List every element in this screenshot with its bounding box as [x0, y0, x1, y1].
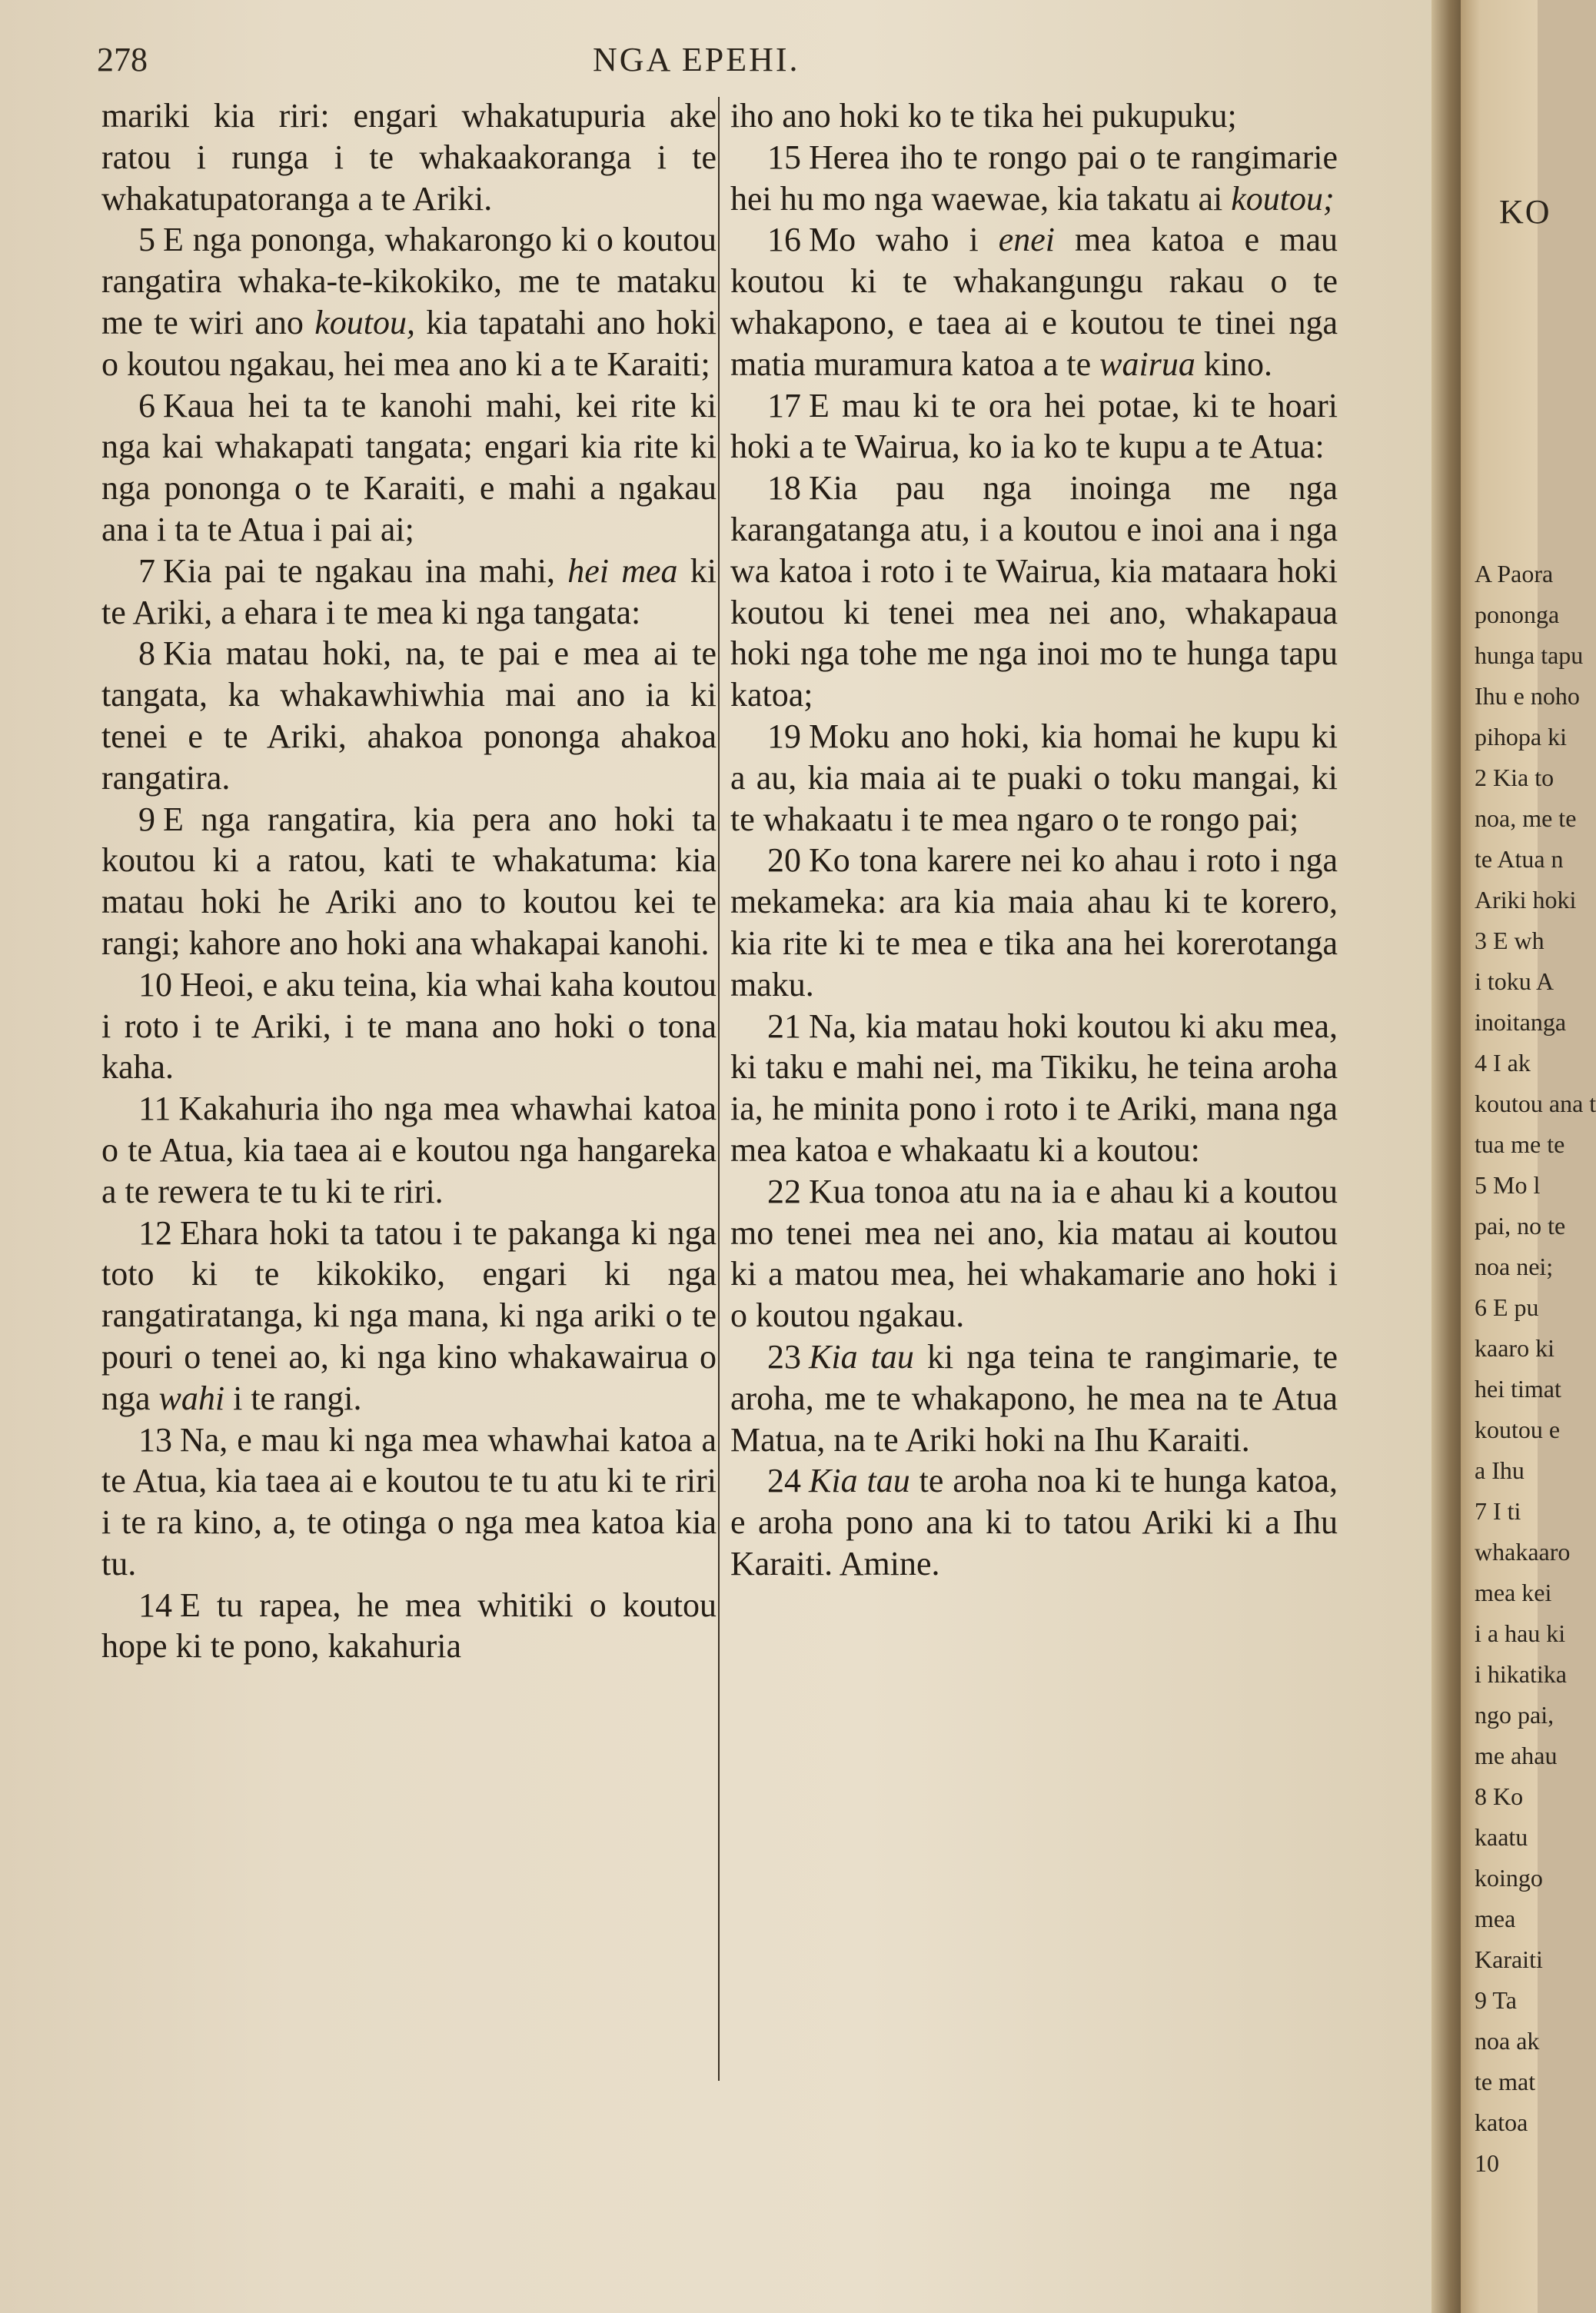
facing-page-lines	[1475, 554, 1596, 2184]
verse-paragraph	[730, 385, 1338, 468]
facing-page-line: te Atua n	[1475, 845, 1564, 873]
verse-text: E nga rangatira, kia pera ano hoki ta koutou ki a ratou, kati te whakatuma: kia matau hoki he Ariki ano to koutou kei te rangi; kahore ano hoki ana whakapai kanohi.	[101, 800, 717, 962]
verse-number: 7	[138, 551, 155, 590]
facing-page-line: hunga tapu	[1475, 641, 1584, 669]
facing-page-header: KO	[1499, 193, 1551, 231]
facing-page-line: inoitanga	[1475, 1008, 1567, 1036]
facing-page-line: i toku A	[1475, 967, 1554, 995]
facing-page-line: mea	[1475, 1905, 1516, 1932]
italic-text: hei mea	[567, 551, 678, 590]
facing-page-edge	[1461, 0, 1596, 2313]
verse-paragraph	[730, 716, 1338, 840]
verse-number: 14	[138, 1586, 172, 1624]
verse-text: te aroha noa ki te hunga katoa, e aroha pono ana ki to tatou Ariki ki a Ihu Karaiti. Amine.	[730, 1462, 1338, 1582]
facing-page-line: 2 Kia to	[1475, 764, 1554, 791]
facing-page-line: me ahau	[1475, 1742, 1558, 1769]
verse-paragraph	[101, 385, 717, 551]
verse-number: 5	[138, 221, 155, 259]
italic-text: wairua	[1099, 344, 1195, 383]
verse-text: Kia matau hoki, na, te pai e mea ai te tangata, ka whakawhiwhia mai ano ia ki tenei e te Ariki, ahakoa pononga ahakoa rangatira.	[101, 634, 717, 797]
verse-text: E nga pononga, whakarongo ki o koutou rangatira whaka-te-kikokiko, me te mataku me te wiri ano	[101, 221, 717, 341]
verse-number: 15	[767, 138, 801, 176]
verse-paragraph	[101, 551, 717, 634]
verse-number: 20	[767, 841, 801, 880]
verse-paragraph	[730, 840, 1338, 1005]
verse-text: Ko tona karere nei ko ahau i roto i nga mekameka: ara kia maia ahau ki te korero, kia rite ki te mea e tika ana hei korerotanga maku.	[730, 841, 1338, 1003]
verse-paragraph	[101, 1585, 717, 1668]
page-number: 278	[97, 41, 148, 78]
italic-text: Kia tau	[809, 1337, 914, 1376]
facing-page-line: ngo pai,	[1475, 1701, 1554, 1729]
verse-text: Heoi, e aku teina, kia whai kaha koutou i roto i te Ariki, i te mana ano hoki o tona kaha.	[101, 965, 717, 1087]
verse-number: 16	[767, 221, 801, 259]
verse-number: 23	[767, 1337, 801, 1376]
verse-paragraph	[101, 1419, 717, 1585]
verse-text: ki te Ariki, a ehara i te mea ki nga tangata:	[101, 551, 717, 631]
verse-text: Moku ano hoki, kia homai he kupu ki a au, kia maia ai te puaki o toku mangai, ki te whakaatu i te mea ngaro o te rongo pai;	[730, 717, 1338, 838]
facing-page-line: i hikatika	[1475, 1660, 1567, 1688]
verse-text: E mau ki te ora hei potae, ki te hoari hoki a te Wairua, ko ia ko te kupu a te Atua:	[730, 386, 1338, 466]
facing-page-line: A Paora	[1475, 560, 1554, 587]
verse-paragraph	[730, 219, 1338, 384]
verse-paragraph	[730, 137, 1338, 220]
right-text-column	[730, 95, 1338, 1585]
verse-number: 22	[767, 1172, 801, 1210]
verse-paragraph	[101, 964, 717, 1088]
facing-page-line: hei timat	[1475, 1375, 1561, 1403]
facing-page-line: tua me te	[1475, 1130, 1565, 1158]
italic-text: koutou;	[1231, 179, 1335, 218]
verse-text: E tu rapea, he mea whitiki o koutou hope ki te pono, kakahuria	[101, 1586, 717, 1666]
verse-number: 24	[767, 1462, 801, 1500]
facing-page-line: 8 Ko	[1475, 1782, 1524, 1810]
verse-text: Na, e mau ki nga mea whawhai katoa a te Atua, kia taea ai e koutou te tu atu ki te riri i te ra kino, a, te otinga o nga mea katoa kia tu.	[101, 1420, 717, 1582]
facing-page-line: kaaro ki	[1475, 1334, 1554, 1362]
verse-paragraph	[101, 219, 717, 384]
verse-text: Na, kia matau hoki koutou ki aku mea, ki taku e mahi nei, ma Tikiku, he teina aroha ia, he minita pono i roto i te Ariki, mana nga mea katoa e whakaatu ki a koutou:	[730, 1007, 1338, 1169]
verse-number: 6	[138, 386, 155, 424]
verse-number: 8	[138, 634, 155, 673]
verse-text: Kaua hei ta te kanohi mahi, kei rite ki nga kai whakapati tangata; engari kia rite ki nga pononga o te Karaiti, e mahi a ngakau ana i ta te Atua i pai ai;	[101, 386, 717, 548]
verse-text: Kakahuria iho nga mea whawhai katoa o te Atua, kia taea ai e koutou nga hangareka a te rewera te tu ki te riri.	[101, 1090, 717, 1210]
facing-page-line: kaatu	[1475, 1823, 1528, 1851]
verse-text: Kia pai te ngakau ina mahi,	[163, 551, 568, 590]
facing-page-line: 3 E wh	[1475, 927, 1544, 954]
facing-page-line: noa, me te	[1475, 804, 1577, 832]
verse-text: kino.	[1195, 344, 1273, 383]
italic-text: koutou,	[314, 303, 415, 341]
verse-paragraph	[730, 1171, 1338, 1336]
verse-number: 11	[138, 1090, 171, 1128]
facing-page-line: Ihu e noho	[1475, 682, 1580, 710]
facing-page-line: pihopa ki	[1475, 723, 1567, 750]
facing-page-line: pononga	[1475, 601, 1560, 628]
column-divider	[718, 97, 720, 2081]
facing-page-line: koutou ana t	[1475, 1090, 1596, 1117]
verse-paragraph	[730, 1006, 1338, 1171]
verse-text: mariki kia riri: engari whakatupuria ake ratou i runga i te whakaakoranga i te whakatupatoranga a te Ariki.	[101, 97, 717, 218]
verse-number: 21	[767, 1007, 801, 1045]
facing-page-line: koutou e	[1475, 1416, 1561, 1443]
book-gutter	[1431, 0, 1462, 2313]
verse-paragraph	[101, 1088, 717, 1212]
verse-paragraph	[101, 95, 717, 219]
verse-number: 19	[767, 717, 801, 755]
left-text-column	[101, 95, 717, 1667]
verse-paragraph	[101, 1213, 717, 1419]
verse-text: Mo waho i	[809, 221, 999, 259]
page-header	[97, 40, 1342, 86]
facing-page-line: koingo	[1475, 1864, 1543, 1892]
verse-paragraph	[730, 1336, 1338, 1460]
facing-page-line: 5 Mo l	[1475, 1171, 1541, 1199]
verse-paragraph	[730, 468, 1338, 716]
facing-page-line: 7 I ti	[1475, 1497, 1521, 1525]
facing-page-line: whakaaro	[1475, 1538, 1571, 1566]
verse-text: Ehara hoki ta tatou i te pakanga ki nga toto ki te kikokiko, engari ki nga rangatiratanga, ki nga mana, ki nga ariki o te pouri o tenei ao, ki nga kino whakawairua o nga	[101, 1213, 717, 1417]
running-title: NGA EPEHI.	[593, 41, 800, 78]
verse-text: kia tapatahi ano hoki o koutou ngakau, hei mea ano ki a te Karaiti;	[101, 303, 717, 383]
facing-page-line: mea kei	[1475, 1579, 1552, 1606]
verse-text: Herea iho te rongo pai o te rangimarie hei hu mo nga waewae, kia takatu ai	[730, 138, 1338, 218]
facing-page-line: i a hau ki	[1475, 1619, 1566, 1647]
facing-page-line: te mat	[1475, 2068, 1536, 2095]
facing-page-line: pai, no te	[1475, 1212, 1566, 1240]
verse-paragraph	[101, 633, 717, 798]
facing-page-line: noa ak	[1475, 2027, 1540, 2055]
facing-page-line: Ariki hoki	[1475, 886, 1577, 914]
verse-number: 10	[138, 965, 172, 1003]
facing-page-line: noa nei;	[1475, 1253, 1554, 1280]
verse-text: ki nga teina te rangimarie, te aroha, me te whakapono, he mea na te Atua Matua, na te Ariki hoki na Ihu Karaiti.	[730, 1337, 1338, 1459]
italic-text: Kia tau	[809, 1462, 910, 1500]
italic-text: enei	[998, 221, 1056, 259]
verse-number: 9	[138, 800, 155, 838]
verse-paragraph	[730, 95, 1338, 137]
verse-number: 12	[138, 1213, 172, 1252]
verse-number: 13	[138, 1420, 172, 1459]
verse-number: 18	[767, 469, 801, 508]
facing-page-line: 6 E pu	[1475, 1293, 1539, 1321]
verse-text: iho ano hoki ko te tika hei pukupuku;	[730, 97, 1237, 135]
verse-paragraph	[730, 1460, 1338, 1584]
verse-text: Kua tonoa atu na ia e ahau ki a koutou mo tenei mea nei ano, kia matau ai koutou ki a matou mea, hei whakamarie ano hoki i o koutou ngakau.	[730, 1172, 1338, 1335]
italic-text: wahi	[158, 1379, 225, 1417]
facing-page-line: 9 Ta	[1475, 1986, 1517, 2014]
verse-text: mea katoa e mau koutou ki te whakangungu rakau o te whakapono, e taea ai e koutou te tinei nga matia muramura katoa a te	[730, 221, 1338, 383]
verse-text: Kia pau nga inoinga me nga karangatanga atu, i a koutou e inoi ana i nga wa katoa i roto i te Wairua, kia mataara hoki koutou ki tenei mea nei ano, whakapaua hoki nga tohe me nga inoi mo te hunga tapu katoa;	[730, 469, 1338, 714]
facing-page-line: 10	[1475, 2149, 1499, 2177]
facing-page-line: katoa	[1475, 2108, 1528, 2136]
facing-page-line: a Ihu	[1475, 1456, 1525, 1484]
verse-number: 17	[767, 386, 801, 424]
facing-page-line: Karaiti	[1475, 1945, 1543, 1973]
facing-page-line: 4 I ak	[1475, 1049, 1531, 1077]
verse-paragraph	[101, 799, 717, 964]
verse-text: i te rangi.	[224, 1379, 362, 1417]
